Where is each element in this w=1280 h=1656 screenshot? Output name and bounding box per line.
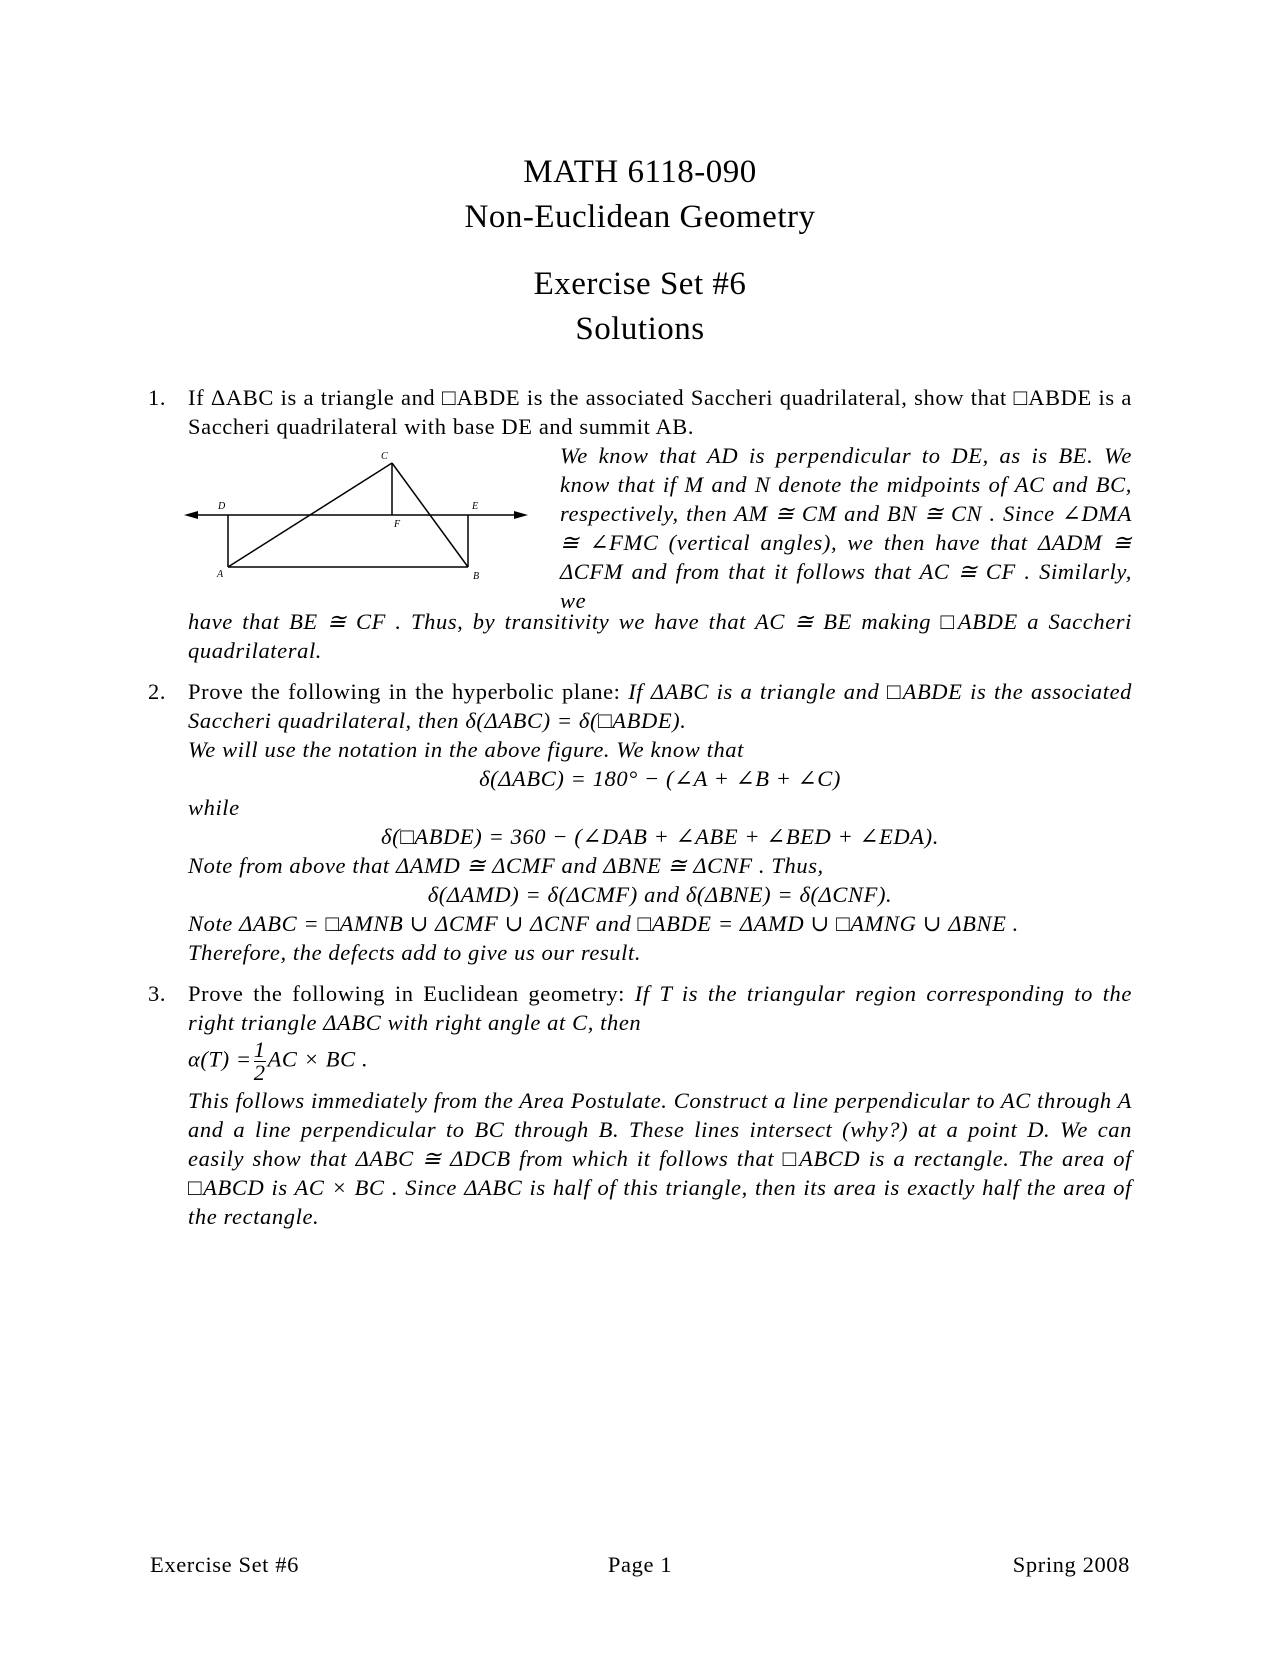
label-b: B (473, 571, 480, 582)
label-d: D (218, 501, 226, 512)
exercise-set-title: Exercise Set #6 (533, 266, 747, 302)
while-word: while (188, 795, 240, 820)
statement-italic: If T is the triangular region corresponding to the right triangle ΔABC with right angle at C, then (188, 981, 1132, 1035)
statement-plain: Prove the following in the hyperbolic plane: (188, 679, 621, 704)
label-c: C (381, 451, 389, 462)
statement-italic: If ΔABC is a triangle and □ABDE is the associated Saccheri quadrilateral, then δ(ΔABC) = δ(□ABDE). (188, 679, 1133, 733)
label-a: A (217, 569, 224, 580)
footer-left: Exercise Set #6 (150, 1552, 299, 1577)
title-block (0, 150, 1280, 352)
problem-1-solution-side: We know that AD is perpendicular to DE, as is BE. We know that if M and N denote the midpoints of AC and BC, respectively, then AM ≅ CM and BN ≅ CN . Since ∠DMA ≅ ∠FMC (vertical angles), we then have that ΔADM ≅ ΔCFM and from that it follows that AC ≅ CF . Similarly, we (560, 443, 1132, 613)
solution-line: Therefore, the defects add to give us our result. (188, 940, 642, 965)
formula-rhs: AC × BC . (267, 1046, 369, 1072)
problem-1-solution-cont: have that BE ≅ CF . Thus, by transitivity we have that AC ≅ BE making □ABDE a Saccheri quadrilateral. (188, 609, 1132, 663)
solution-line: Note ΔABC = □AMNB ∪ ΔCMF ∪ ΔCNF and □ABDE = ΔAMD ∪ □AMNG ∪ ΔBNE . (188, 911, 1019, 936)
fraction-denominator: 2 (253, 1060, 266, 1085)
solution-line: We will use the notation in the above figure. We know that (188, 737, 744, 762)
saccheri-figure (184, 445, 544, 595)
statement-plain: Prove the following in Euclidean geometry: (188, 981, 626, 1006)
problem-1 (148, 383, 1132, 665)
fraction-one-half (254, 1039, 266, 1084)
problem-3 (148, 979, 1132, 1231)
formula-lhs: α(T) = (188, 1046, 252, 1072)
solution-line: Note from above that ΔAMD ≅ ΔCMF and ΔBNE ≅ ΔCNF . Thus, (188, 853, 824, 878)
arrow-left (184, 511, 198, 519)
problem-number: 1. (148, 385, 167, 410)
solutions-subtitle: Solutions (575, 311, 705, 347)
area-formula (188, 1039, 1132, 1084)
course-number: MATH 6118-090 (523, 154, 757, 190)
footer-page-number: Page 1 (607, 1552, 673, 1577)
problem-number: 2. (148, 679, 167, 704)
problem-number: 3. (148, 981, 167, 1006)
course-title: Non-Euclidean Geometry (464, 199, 816, 235)
equation-1: δ(ΔABC) = 180° − (∠A + ∠B + ∠C) (479, 766, 841, 791)
equation-2: δ(□ABDE) = 360 − (∠DAB + ∠ABE + ∠BED + ∠EDA). (381, 824, 939, 849)
problem-3-statement (188, 979, 1132, 1037)
content (148, 383, 1132, 1231)
label-f: F (394, 519, 401, 530)
equation-3: δ(ΔAMD) = δ(ΔCMF) and δ(ΔBNE) = δ(ΔCNF). (427, 882, 893, 907)
label-e: E (472, 501, 479, 512)
problem-2-statement (188, 677, 1132, 735)
figure-row (188, 441, 1132, 613)
arrow-right (514, 511, 528, 519)
problem-1-statement: If ΔABC is a triangle and □ABDE is the associated Saccheri quadrilateral, show that □ABDE is a Saccheri quadrilateral with base DE and summit AB. (188, 385, 1132, 439)
footer-right: Spring 2008 (1012, 1552, 1130, 1577)
fraction-numerator: 1 (253, 1037, 266, 1062)
problem-2 (148, 677, 1132, 967)
problem-3-solution: This follows immediately from the Area Postulate. Construct a line perpendicular to AC through A and a line perpendicular to BC through B. These lines intersect (why?) at a point D. We can easily show that ΔABC ≅ ΔDCB from which it follows that □ABCD is a rectangle. The area of □ABCD is AC × BC . Since ΔABC is half of this triangle, then its area is exactly half the area of the rectangle. (188, 1088, 1132, 1229)
